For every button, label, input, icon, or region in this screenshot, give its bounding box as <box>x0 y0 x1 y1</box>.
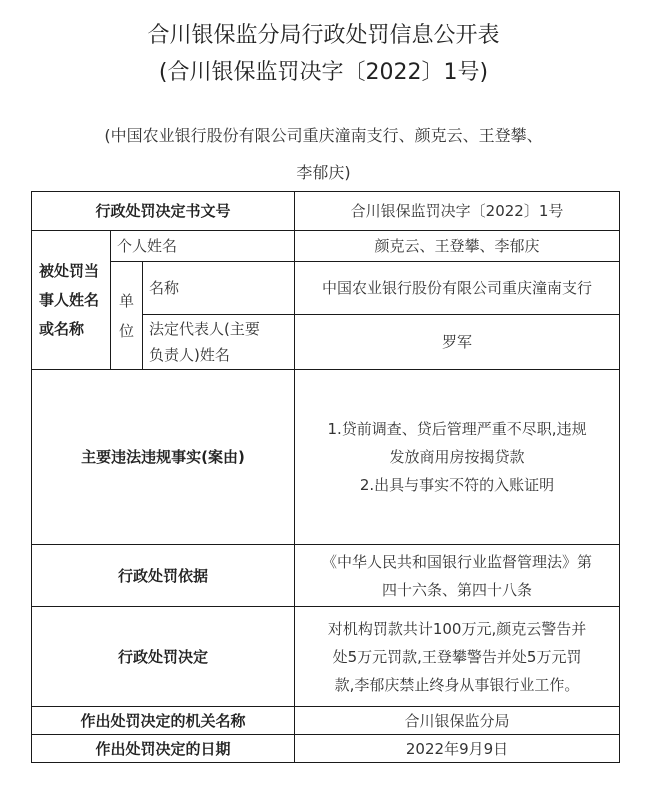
date-label: 作出处罚决定的日期 <box>32 735 295 763</box>
facts-value: 1.贷前调查、贷后管理严重不尽职,违规 发放商用房按揭贷款 2.出具与事实不符的入账证明 <box>295 370 620 545</box>
parties-subtitle-line2: 李郁庆) <box>296 163 351 182</box>
decision-label: 行政处罚决定 <box>32 607 295 707</box>
unit-label: 单 位 <box>111 262 143 370</box>
decision-number-title: (合川银保监罚决字〔2022〕1号) <box>158 60 489 85</box>
page-title: 合川银保监分局行政处罚信息公开表 <box>147 23 500 48</box>
table-row <box>32 707 620 735</box>
org-name-value: 中国农业银行股份有限公司重庆潼南支行 <box>295 262 620 315</box>
date-value: 2022年9月9日 <box>295 735 620 763</box>
table-row <box>32 545 620 607</box>
doc-no-value: 合川银保监罚决字〔2022〕1号 <box>295 192 620 231</box>
table-row <box>32 607 620 707</box>
authority-label: 作出处罚决定的机关名称 <box>32 707 295 735</box>
basis-value: 《中华人民共和国银行业监督管理法》第 四十六条、第四十八条 <box>295 545 620 607</box>
legal-rep-label: 法定代表人(主要 负责人)姓名 <box>143 315 295 370</box>
table-row <box>32 262 620 315</box>
table-row <box>32 192 620 231</box>
table-row <box>32 231 620 262</box>
org-name-label: 名称 <box>143 262 295 315</box>
personal-name-value: 颜克云、王登攀、李郁庆 <box>295 231 620 262</box>
doc-no-label: 行政处罚决定书文号 <box>32 192 295 231</box>
party-label: 被处罚当 事人姓名 或名称 <box>32 231 111 370</box>
parties-subtitle-line1: (中国农业银行股份有限公司重庆潼南支行、颜克云、王登攀、 <box>104 126 543 145</box>
legal-rep-value: 罗军 <box>295 315 620 370</box>
basis-label: 行政处罚依据 <box>32 545 295 607</box>
table-row <box>32 370 620 545</box>
facts-label: 主要违法违规事实(案由) <box>32 370 295 545</box>
personal-name-label: 个人姓名 <box>111 231 295 262</box>
table-row <box>32 735 620 763</box>
penalty-info-table <box>31 191 620 763</box>
authority-value: 合川银保监分局 <box>295 707 620 735</box>
decision-value: 对机构罚款共计100万元,颜克云警告并 处5万元罚款,王登攀警告并处5万元罚 款,李郁庆禁止终身从事银行业工作。 <box>295 607 620 707</box>
